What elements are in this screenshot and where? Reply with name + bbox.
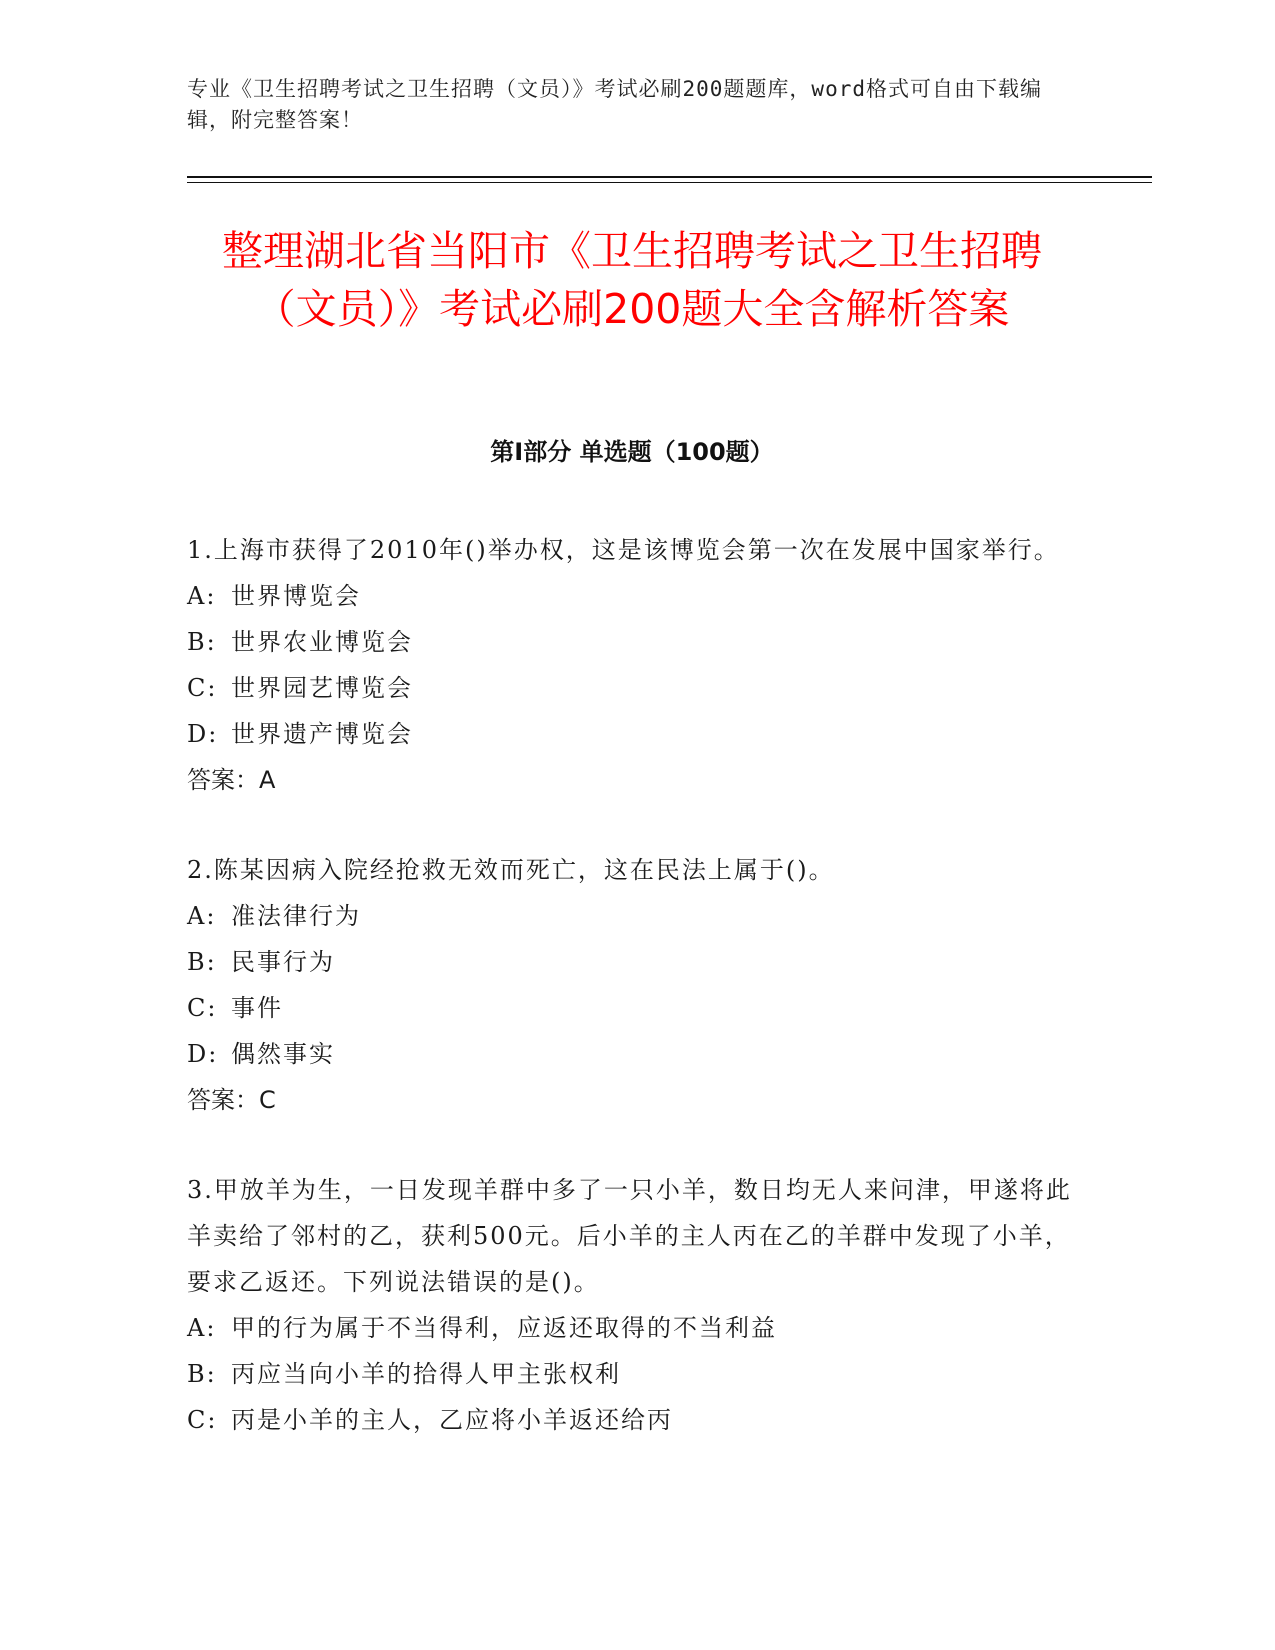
option-d: [187, 1031, 1077, 1077]
option-text: 丙应当向小羊的拾得人甲主张权利: [231, 1360, 621, 1388]
option-b: [187, 939, 1077, 985]
header-divider-thick: [187, 176, 1152, 178]
option-c: [187, 665, 1077, 711]
answer-line: 答案：C: [187, 1086, 276, 1114]
header-note: 专业《卫生招聘考试之卫生招聘（文员）》考试必刷200题题库，word格式可自由下载编辑，附完整答案！: [187, 77, 1042, 132]
question-item: [187, 1167, 1077, 1443]
question-item: [187, 847, 1077, 1123]
option-letter: B:: [187, 628, 217, 656]
option-letter: B:: [187, 1360, 217, 1388]
option-text: 准法律行为: [231, 902, 361, 930]
option-c: [187, 1397, 1077, 1443]
option-letter: D:: [187, 720, 219, 748]
option-letter: D:: [187, 1040, 219, 1068]
option-b: [187, 1351, 1077, 1397]
option-text: 丙是小羊的主人，乙应将小羊返还给丙: [231, 1406, 673, 1434]
option-text: 世界园艺博览会: [231, 674, 413, 702]
question-list: [187, 527, 1077, 1487]
answer-line: 答案：A: [187, 766, 276, 794]
option-letter: C:: [187, 1406, 218, 1434]
option-a: [187, 1305, 1077, 1351]
option-a: [187, 573, 1077, 619]
option-letter: C:: [187, 674, 218, 702]
header-divider-thin: [187, 182, 1152, 183]
option-letter: C:: [187, 994, 218, 1022]
option-text: 事件: [231, 994, 283, 1022]
question-item: [187, 527, 1077, 803]
question-stem: 1.上海市获得了2010年()举办权，这是该博览会第一次在发展中国家举行。: [187, 536, 1060, 564]
option-text: 世界遗产博览会: [231, 720, 413, 748]
question-stem: 2.陈某因病入院经抢救无效而死亡，这在民法上属于()。: [187, 856, 835, 884]
option-d: [187, 711, 1077, 757]
option-text: 民事行为: [231, 948, 335, 976]
option-text: 甲的行为属于不当得利，应返还取得的不当利益: [231, 1314, 777, 1342]
option-a: [187, 893, 1077, 939]
option-text: 世界博览会: [231, 582, 361, 610]
option-text: 世界农业博览会: [231, 628, 413, 656]
question-stem: 3.甲放羊为生，一日发现羊群中多了一只小羊，数日均无人来问津，甲遂将此羊卖给了邻村的乙，获利500元。后小羊的主人丙在乙的羊群中发现了小羊，要求乙返还。下列说法错误的是()。: [187, 1176, 1072, 1296]
option-b: [187, 619, 1077, 665]
section-heading: 第Ⅰ部分 单选题（100题）: [490, 438, 774, 466]
option-letter: B:: [187, 948, 217, 976]
option-letter: A:: [187, 902, 217, 930]
option-c: [187, 985, 1077, 1031]
option-text: 偶然事实: [231, 1040, 335, 1068]
option-letter: A:: [187, 1314, 217, 1342]
option-letter: A:: [187, 582, 217, 610]
document-title: 整理湖北省当阳市《卫生招聘考试之卫生招聘（文员）》考试必刷200题大全含解析答案: [222, 227, 1042, 333]
